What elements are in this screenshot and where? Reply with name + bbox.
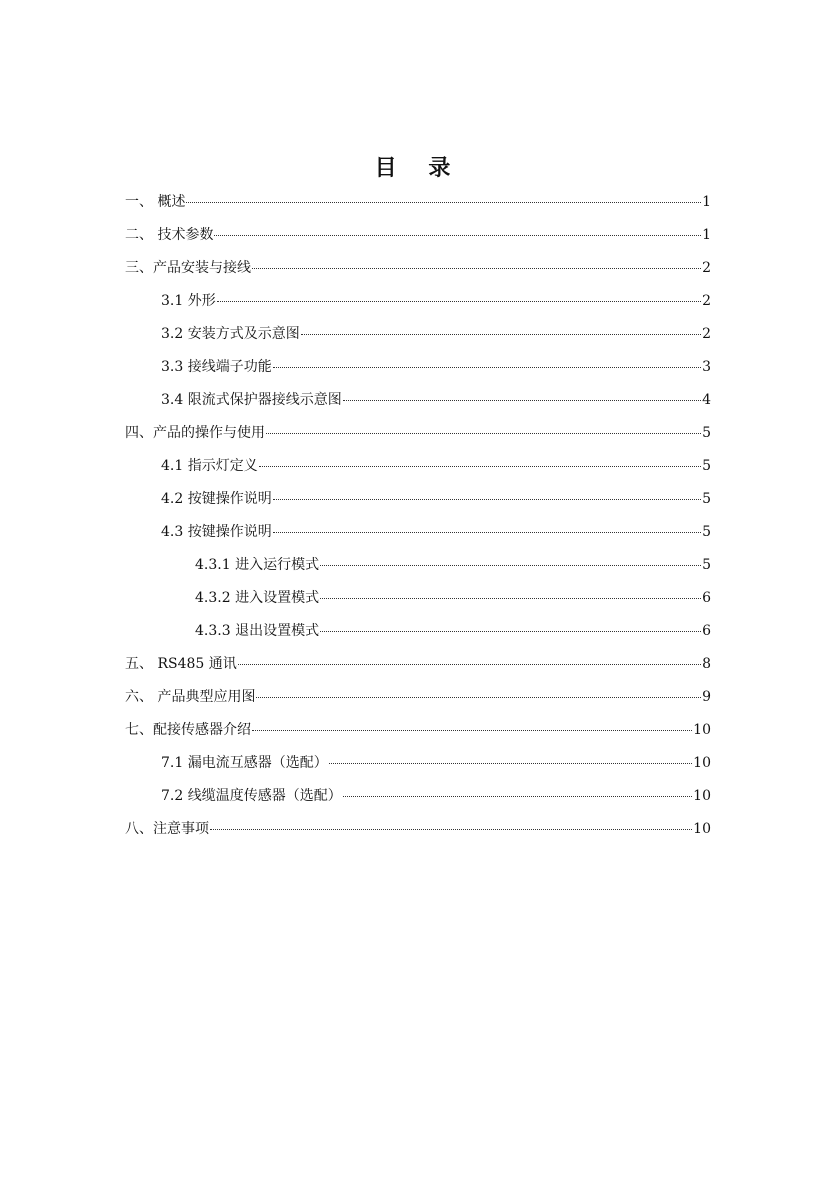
toc-page-number: 1: [702, 194, 711, 210]
toc-entry-3-2[interactable]: [161, 322, 711, 346]
toc-leader-dots: [343, 786, 692, 797]
toc-entry-label: 3.4 限流式保护器接线示意图: [161, 392, 342, 408]
toc-entry-3-4[interactable]: [161, 388, 711, 412]
toc-entry-3[interactable]: [125, 256, 711, 280]
toc-entry-6[interactable]: [125, 685, 711, 709]
toc-page-number: 6: [702, 590, 711, 606]
toc-leader-dots: [214, 225, 701, 236]
toc-entry-label: 4.3.1 进入运行模式: [195, 557, 320, 573]
toc-leader-dots: [343, 390, 701, 401]
toc-page-number: 10: [693, 821, 711, 837]
toc-entry-label: 二、 技术参数: [125, 227, 214, 243]
toc-page-number: 5: [702, 458, 711, 474]
toc-entry-7-2[interactable]: [161, 784, 711, 808]
toc-entry-4-2[interactable]: [161, 487, 711, 511]
toc-leader-dots: [252, 258, 701, 269]
toc-entry-5[interactable]: [125, 652, 711, 676]
toc-leader-dots: [210, 819, 692, 830]
toc-entry-label: 3.3 接线端子功能: [161, 359, 272, 375]
toc-page-number: 10: [693, 788, 711, 804]
toc-leader-dots: [217, 291, 701, 302]
toc-entry-4-3-1[interactable]: [195, 553, 711, 577]
toc-entry-label: 4.3.3 退出设置模式: [195, 623, 320, 639]
toc-leader-dots: [301, 324, 701, 335]
toc-entry-4-3[interactable]: [161, 520, 711, 544]
toc-entry-label: 3.2 安装方式及示意图: [161, 326, 300, 342]
toc-page-number: 3: [702, 359, 711, 375]
toc-leader-dots: [238, 654, 701, 665]
toc-page-number: 5: [702, 425, 711, 441]
toc-entry-label: 4.2 按键操作说明: [161, 491, 272, 507]
toc-page-number: 5: [702, 524, 711, 540]
toc-entry-4-1[interactable]: [161, 454, 711, 478]
toc-page-number: 10: [693, 755, 711, 771]
toc-leader-dots: [256, 687, 701, 698]
toc-entry-label: 四、产品的操作与使用: [125, 425, 265, 441]
toc-entry-1[interactable]: [125, 190, 711, 214]
toc-leader-dots: [259, 456, 701, 467]
toc-leader-dots: [266, 423, 701, 434]
toc-leader-dots: [273, 489, 701, 500]
toc-entry-label: 7.1 漏电流互感器（选配）: [161, 755, 328, 771]
toc-leader-dots: [329, 753, 692, 764]
toc-entry-3-1[interactable]: [161, 289, 711, 313]
toc-entry-4-3-2[interactable]: [195, 586, 711, 610]
toc-page-number: 4: [702, 392, 711, 408]
toc-entry-label: 七、配接传感器介绍: [125, 722, 251, 738]
toc-entry-label: 7.2 线缆温度传感器（选配）: [161, 788, 342, 804]
toc-entry-label: 4.1 指示灯定义: [161, 458, 258, 474]
toc-leader-dots: [320, 588, 701, 599]
toc-entry-7-1[interactable]: [161, 751, 711, 775]
toc-page-number: 5: [702, 491, 711, 507]
toc-entry-8[interactable]: [125, 817, 711, 841]
toc-title: 目 录: [374, 155, 463, 181]
toc-leader-dots: [186, 192, 701, 203]
toc-entry-label: 八、注意事项: [125, 821, 209, 837]
toc-page-number: 9: [702, 689, 711, 705]
toc-page-number: 2: [702, 326, 711, 342]
toc-page-number: 5: [702, 557, 711, 573]
toc-entry-label: 3.1 外形: [161, 293, 216, 309]
toc-leader-dots: [273, 357, 701, 368]
toc-page-number: 2: [702, 260, 711, 276]
toc-leader-dots: [320, 555, 701, 566]
toc-entry-4[interactable]: [125, 421, 711, 445]
toc-page-number: 8: [702, 656, 711, 672]
toc-leader-dots: [252, 720, 692, 731]
toc-leader-dots: [273, 522, 701, 533]
toc-entry-label: 4.3.2 进入设置模式: [195, 590, 320, 606]
toc-page-number: 2: [702, 293, 711, 309]
toc-leader-dots: [320, 621, 701, 632]
toc-entry-label: 一、 概述: [125, 194, 186, 210]
toc-entry-label: 三、产品安装与接线: [125, 260, 251, 276]
toc-entry-label: 五、 RS485 通讯: [125, 656, 237, 672]
toc-entry-2[interactable]: [125, 223, 711, 247]
toc-entry-3-3[interactable]: [161, 355, 711, 379]
toc-entry-label: 4.3 按键操作说明: [161, 524, 272, 540]
toc-page-number: 6: [702, 623, 711, 639]
toc-page-number: 10: [693, 722, 711, 738]
toc-entry-4-3-3[interactable]: [195, 619, 711, 643]
toc-entry-7[interactable]: [125, 718, 711, 742]
toc-page-number: 1: [702, 227, 711, 243]
toc-entry-label: 六、 产品典型应用图: [125, 689, 256, 705]
